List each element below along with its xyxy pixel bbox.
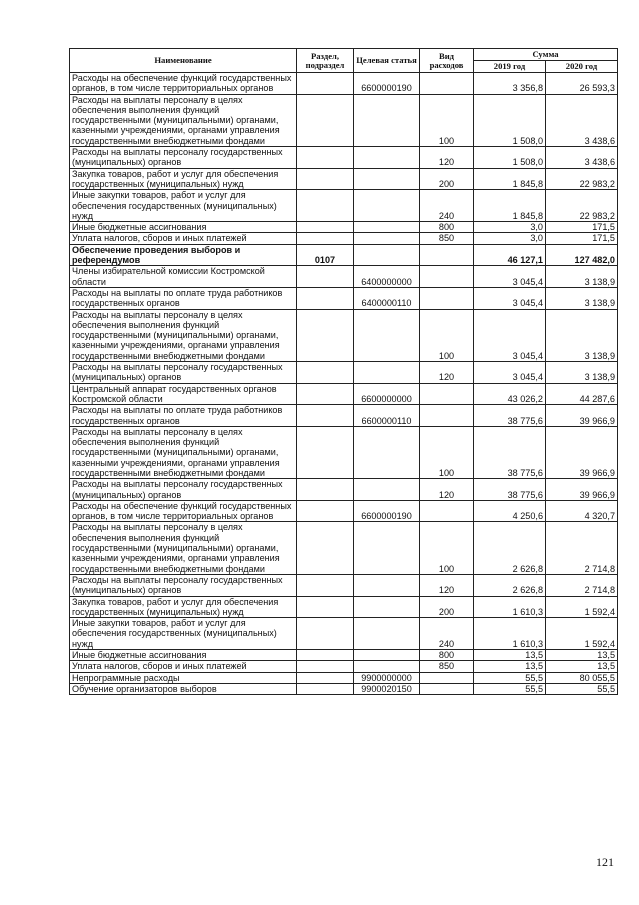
cell-celevaya [354, 479, 420, 501]
cell-celevaya [354, 426, 420, 478]
cell-2019: 38 775,6 [474, 405, 546, 427]
cell-razdel [297, 309, 354, 361]
cell-vid [420, 500, 474, 522]
cell-razdel [297, 405, 354, 427]
table-row [70, 500, 618, 522]
cell-2020: 39 966,9 [546, 426, 618, 478]
cell-2019: 4 250,6 [474, 500, 546, 522]
cell-celevaya [354, 222, 420, 233]
header-name: Наименование [70, 49, 297, 73]
cell-2020: 3 438,6 [546, 94, 618, 146]
cell-celevaya: 6600000110 [354, 405, 420, 427]
cell-2020: 22 983,2 [546, 190, 618, 222]
cell-vid: 800 [420, 650, 474, 661]
cell-2020: 2 714,8 [546, 522, 618, 574]
cell-razdel [297, 683, 354, 694]
cell-razdel [297, 222, 354, 233]
cell-2020: 3 138,9 [546, 287, 618, 309]
cell-razdel [297, 147, 354, 169]
cell-razdel [297, 168, 354, 190]
table-row [70, 362, 618, 384]
table-row [70, 479, 618, 501]
cell-2020: 171,5 [546, 233, 618, 244]
cell-vid: 200 [420, 168, 474, 190]
table-row [70, 266, 618, 288]
cell-2019: 55,5 [474, 672, 546, 683]
cell-2019: 46 127,1 [474, 244, 546, 266]
cell-razdel [297, 233, 354, 244]
cell-2019: 3 045,4 [474, 266, 546, 288]
cell-2019: 1 610,3 [474, 618, 546, 650]
table-row [70, 661, 618, 672]
cell-name: Обеспечение проведения выборов и референдумов [70, 244, 297, 266]
cell-name: Расходы на выплаты персоналу государственных (муниципальных) органов [70, 362, 297, 384]
cell-razdel [297, 479, 354, 501]
cell-name: Закупка товаров, работ и услуг для обеспечения государственных (муниципальных) нужд [70, 168, 297, 190]
cell-2020: 4 320,7 [546, 500, 618, 522]
cell-2020: 13,5 [546, 650, 618, 661]
cell-celevaya [354, 190, 420, 222]
header-2019: 2019 год [474, 61, 546, 73]
cell-celevaya: 9900020150 [354, 683, 420, 694]
cell-2020: 39 966,9 [546, 405, 618, 427]
cell-2019: 55,5 [474, 683, 546, 694]
cell-name: Расходы на обеспечение функций государственных органов, в том числе территориальных органов [70, 500, 297, 522]
cell-2019: 13,5 [474, 650, 546, 661]
budget-table [69, 48, 618, 695]
cell-2020: 44 287,6 [546, 383, 618, 405]
cell-name: Расходы на выплаты персоналу в целях обеспечения выполнения функций государственными (муниципальными) органами, казенными учреждениями, органами управления государственными внебюджетными фондами [70, 522, 297, 574]
cell-2019: 1 508,0 [474, 147, 546, 169]
cell-name: Иные закупки товаров, работ и услуг для обеспечения государственных (муниципальных) нужд [70, 190, 297, 222]
cell-2019: 3,0 [474, 222, 546, 233]
cell-2020: 80 055,5 [546, 672, 618, 683]
cell-name: Иные закупки товаров, работ и услуг для обеспечения государственных (муниципальных) нужд [70, 618, 297, 650]
cell-celevaya: 6400000000 [354, 266, 420, 288]
cell-razdel [297, 500, 354, 522]
cell-vid: 120 [420, 362, 474, 384]
cell-name: Расходы на выплаты по оплате труда работников государственных органов [70, 287, 297, 309]
table-row [70, 168, 618, 190]
cell-celevaya [354, 309, 420, 361]
cell-razdel [297, 661, 354, 672]
header-row [70, 49, 618, 61]
table-row [70, 222, 618, 233]
cell-name: Члены избирательной комиссии Костромской области [70, 266, 297, 288]
cell-2019: 38 775,6 [474, 426, 546, 478]
table-row [70, 287, 618, 309]
cell-2020: 3 138,9 [546, 309, 618, 361]
table-row [70, 672, 618, 683]
table-row [70, 522, 618, 574]
cell-name: Расходы на выплаты по оплате труда работников государственных органов [70, 405, 297, 427]
cell-celevaya: 6600000000 [354, 383, 420, 405]
cell-vid: 100 [420, 309, 474, 361]
table-row [70, 233, 618, 244]
cell-name: Обучение организаторов выборов [70, 683, 297, 694]
cell-vid: 120 [420, 574, 474, 596]
table-row [70, 596, 618, 618]
cell-razdel [297, 574, 354, 596]
cell-name: Расходы на выплаты персоналу государственных (муниципальных) органов [70, 479, 297, 501]
cell-name: Расходы на выплаты персоналу в целях обеспечения выполнения функций государственными (муниципальными) органами, казенными учреждениями, органами управления государственными внебюджетными фондами [70, 94, 297, 146]
cell-name: Закупка товаров, работ и услуг для обеспечения государственных (муниципальных) нужд [70, 596, 297, 618]
cell-2019: 3 045,4 [474, 287, 546, 309]
cell-2020: 1 592,4 [546, 618, 618, 650]
cell-vid [420, 683, 474, 694]
cell-vid [420, 672, 474, 683]
cell-2020: 3 438,6 [546, 147, 618, 169]
cell-razdel [297, 522, 354, 574]
cell-celevaya [354, 233, 420, 244]
table-row [70, 94, 618, 146]
cell-2020: 55,5 [546, 683, 618, 694]
cell-vid [420, 266, 474, 288]
table-row [70, 405, 618, 427]
cell-vid: 100 [420, 522, 474, 574]
table-row [70, 574, 618, 596]
cell-razdel [297, 94, 354, 146]
cell-2020: 2 714,8 [546, 574, 618, 596]
cell-razdel [297, 266, 354, 288]
cell-name: Расходы на выплаты персоналу в целях обеспечения выполнения функций государственными (муниципальными) органами, казенными учреждениями, органами управления государственными внебюджетными фондами [70, 426, 297, 478]
cell-2019: 1 610,3 [474, 596, 546, 618]
cell-name: Центральный аппарат государственных органов Костромской области [70, 383, 297, 405]
cell-razdel [297, 287, 354, 309]
table-row [70, 426, 618, 478]
cell-2019: 43 026,2 [474, 383, 546, 405]
cell-2019: 3,0 [474, 233, 546, 244]
cell-celevaya [354, 596, 420, 618]
cell-celevaya [354, 168, 420, 190]
table-row [70, 73, 618, 95]
table-body [70, 73, 618, 695]
cell-vid: 120 [420, 479, 474, 501]
cell-vid: 240 [420, 190, 474, 222]
table-row [70, 618, 618, 650]
cell-celevaya [354, 661, 420, 672]
cell-2019: 13,5 [474, 661, 546, 672]
cell-celevaya: 9900000000 [354, 672, 420, 683]
cell-2020: 127 482,0 [546, 244, 618, 266]
cell-name: Непрограммные расходы [70, 672, 297, 683]
cell-celevaya: 6400000110 [354, 287, 420, 309]
header-celevaya: Целевая статья [354, 49, 420, 73]
cell-razdel [297, 672, 354, 683]
header-vid: Вид расходов [420, 49, 474, 73]
cell-razdel [297, 618, 354, 650]
cell-2020: 1 592,4 [546, 596, 618, 618]
cell-razdel: 0107 [297, 244, 354, 266]
table-row [70, 383, 618, 405]
cell-2020: 171,5 [546, 222, 618, 233]
cell-name: Расходы на выплаты персоналу государственных (муниципальных) органов [70, 574, 297, 596]
cell-celevaya [354, 522, 420, 574]
cell-name: Расходы на обеспечение функций государственных органов, в том числе территориальных органов [70, 73, 297, 95]
cell-razdel [297, 362, 354, 384]
cell-name: Расходы на выплаты персоналу в целях обеспечения выполнения функций государственными (муниципальными) органами, казенными учреждениями, органами управления государственными внебюджетными фондами [70, 309, 297, 361]
cell-name: Иные бюджетные ассигнования [70, 222, 297, 233]
cell-name: Уплата налогов, сборов и иных платежей [70, 233, 297, 244]
cell-razdel [297, 596, 354, 618]
cell-razdel [297, 383, 354, 405]
cell-celevaya [354, 362, 420, 384]
table-row [70, 683, 618, 694]
cell-2020: 3 138,9 [546, 362, 618, 384]
cell-2020: 3 138,9 [546, 266, 618, 288]
cell-2019: 1 845,8 [474, 190, 546, 222]
cell-2019: 3 045,4 [474, 362, 546, 384]
cell-vid: 850 [420, 233, 474, 244]
cell-vid [420, 244, 474, 266]
cell-name: Иные бюджетные ассигнования [70, 650, 297, 661]
cell-vid: 800 [420, 222, 474, 233]
table-row [70, 650, 618, 661]
cell-2019: 2 626,8 [474, 574, 546, 596]
header-2020: 2020 год [546, 61, 618, 73]
cell-vid: 850 [420, 661, 474, 672]
cell-2019: 1 845,8 [474, 168, 546, 190]
cell-2020: 22 983,2 [546, 168, 618, 190]
cell-vid: 120 [420, 147, 474, 169]
cell-razdel [297, 190, 354, 222]
cell-2019: 1 508,0 [474, 94, 546, 146]
cell-vid: 240 [420, 618, 474, 650]
page-number: 121 [596, 855, 614, 869]
cell-2020: 13,5 [546, 661, 618, 672]
cell-vid [420, 405, 474, 427]
cell-name: Расходы на выплаты персоналу государственных (муниципальных) органов [70, 147, 297, 169]
table-row [70, 190, 618, 222]
table-header [70, 49, 618, 73]
cell-2020: 26 593,3 [546, 73, 618, 95]
cell-razdel [297, 650, 354, 661]
cell-2019: 3 045,4 [474, 309, 546, 361]
cell-2020: 39 966,9 [546, 479, 618, 501]
table-row [70, 147, 618, 169]
table-row [70, 309, 618, 361]
cell-celevaya: 6600000190 [354, 500, 420, 522]
header-razdel: Раздел, подраздел [297, 49, 354, 73]
table-row [70, 244, 618, 266]
cell-2019: 38 775,6 [474, 479, 546, 501]
cell-2019: 2 626,8 [474, 522, 546, 574]
cell-celevaya: 6600000190 [354, 73, 420, 95]
cell-vid: 200 [420, 596, 474, 618]
cell-name: Уплата налогов, сборов и иных платежей [70, 661, 297, 672]
cell-celevaya [354, 94, 420, 146]
cell-vid: 100 [420, 94, 474, 146]
cell-vid [420, 73, 474, 95]
cell-vid: 100 [420, 426, 474, 478]
cell-razdel [297, 73, 354, 95]
cell-celevaya [354, 650, 420, 661]
cell-celevaya [354, 244, 420, 266]
cell-celevaya [354, 147, 420, 169]
cell-2019: 3 356,8 [474, 73, 546, 95]
cell-vid [420, 287, 474, 309]
cell-vid [420, 383, 474, 405]
cell-razdel [297, 426, 354, 478]
header-summa: Сумма [474, 49, 618, 61]
cell-celevaya [354, 574, 420, 596]
cell-celevaya [354, 618, 420, 650]
